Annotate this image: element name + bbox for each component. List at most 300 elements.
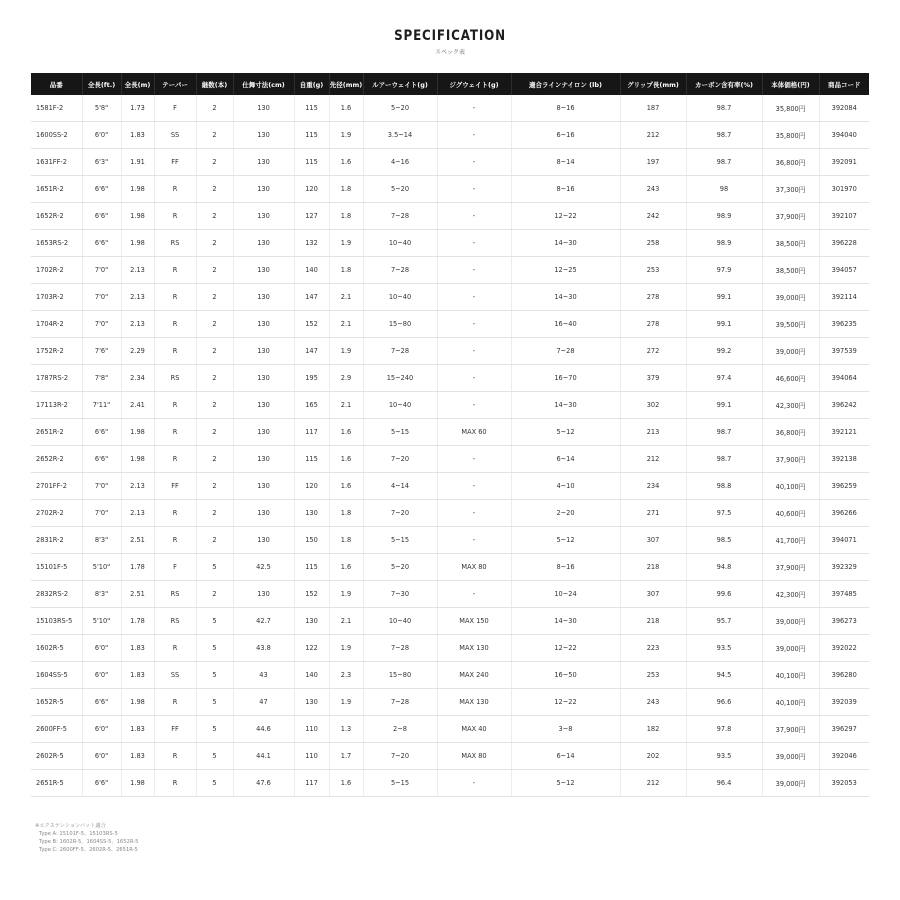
column-header: テーパー [154,73,196,95]
table-row [31,230,869,257]
table-cell: 2 [196,257,233,284]
column-header: カーボン含有率(%) [686,73,762,95]
table-cell: 130 [233,473,294,500]
table-cell: 97.5 [686,500,762,527]
table-cell: 8~16 [511,176,620,203]
table-cell: 7~28 [511,338,620,365]
table-cell: 5~15 [363,770,437,797]
table-cell: 6'0" [82,716,121,743]
page-title: SPECIFICATION [394,28,506,44]
table-cell: R [154,635,196,662]
table-cell: 213 [620,419,686,446]
table-cell: 6'6" [82,446,121,473]
table-cell: RS [154,230,196,257]
table-row [31,743,869,770]
table-cell: MAX 80 [437,554,511,581]
table-cell: 37,900円 [762,203,819,230]
table-cell: 2 [196,392,233,419]
table-cell: 2.1 [329,392,363,419]
table-cell: R [154,446,196,473]
table-cell: 93.5 [686,743,762,770]
column-header: ルアーウェイト(g) [363,73,437,95]
table-cell: 130 [233,446,294,473]
table-cell: 150 [294,527,329,554]
table-cell: 7~28 [363,257,437,284]
table-cell: 392084 [819,95,869,122]
table-cell: 2.3 [329,662,363,689]
table-cell: - [437,500,511,527]
table-cell: 392053 [819,770,869,797]
table-cell: R [154,338,196,365]
table-row [31,581,869,608]
table-cell: 272 [620,338,686,365]
table-cell: MAX 130 [437,635,511,662]
table-cell: 10~40 [363,230,437,257]
table-cell: 2.1 [329,311,363,338]
table-cell: - [437,365,511,392]
table-cell: MAX 80 [437,743,511,770]
table-cell: 7~20 [363,446,437,473]
table-cell: 10~24 [511,581,620,608]
table-row [31,338,869,365]
table-cell: 223 [620,635,686,662]
table-cell: 12~25 [511,257,620,284]
table-cell: 1.6 [329,770,363,797]
table-cell: 258 [620,230,686,257]
table-cell: 127 [294,203,329,230]
table-cell: 3~8 [511,716,620,743]
table-cell: 115 [294,446,329,473]
table-cell: 2652R-2 [31,446,82,473]
table-cell: 37,300円 [762,176,819,203]
table-cell: 197 [620,149,686,176]
table-cell: 2651R-5 [31,770,82,797]
table-cell: 4~16 [363,149,437,176]
table-cell: 4~14 [363,473,437,500]
table-cell: 253 [620,257,686,284]
table-header-row [31,73,869,95]
table-cell: 243 [620,176,686,203]
table-cell: F [154,95,196,122]
table-cell: 7~28 [363,203,437,230]
table-cell: 195 [294,365,329,392]
table-cell: 130 [233,419,294,446]
table-cell: - [437,338,511,365]
table-cell: 15~240 [363,365,437,392]
table-cell: 2 [196,527,233,554]
table-cell: 6'6" [82,230,121,257]
table-cell: 99.1 [686,284,762,311]
table-cell: 2702R-2 [31,500,82,527]
table-cell: 130 [233,176,294,203]
table-cell: 130 [233,365,294,392]
table-cell: - [437,473,511,500]
table-row [31,473,869,500]
table-cell: - [437,446,511,473]
table-cell: RS [154,365,196,392]
table-row [31,284,869,311]
table-cell: 42.5 [233,554,294,581]
table-cell: R [154,419,196,446]
table-cell: - [437,95,511,122]
table-cell: 1.98 [121,446,154,473]
table-cell: 5~12 [511,527,620,554]
table-cell: 1.78 [121,554,154,581]
table-cell: 44.1 [233,743,294,770]
footnote-line: Type B: 1602R-5、1604SS-5、1652R-5 [39,839,139,845]
table-cell: 12~22 [511,689,620,716]
table-cell: 218 [620,608,686,635]
table-cell: RS [154,581,196,608]
table-cell: 2.13 [121,311,154,338]
table-cell: 394057 [819,257,869,284]
table-cell: 2~8 [363,716,437,743]
table-cell: - [437,392,511,419]
table-cell: 5 [196,662,233,689]
table-cell: 7~28 [363,689,437,716]
table-cell: 12~22 [511,635,620,662]
table-cell: 1.9 [329,581,363,608]
table-cell: 394071 [819,527,869,554]
table-cell: 7'6" [82,338,121,365]
table-cell: 39,000円 [762,608,819,635]
table-cell: 94.5 [686,662,762,689]
table-row [31,257,869,284]
table-cell: 397539 [819,338,869,365]
table-cell: 130 [233,581,294,608]
column-header: 先径(mm) [329,73,363,95]
table-cell: 2.13 [121,500,154,527]
table-cell: 2.29 [121,338,154,365]
table-cell: 110 [294,743,329,770]
table-cell: 14~30 [511,230,620,257]
table-cell: SS [154,662,196,689]
table-cell: 1752R-2 [31,338,82,365]
table-cell: - [437,230,511,257]
table-row [31,365,869,392]
table-cell: 6'6" [82,176,121,203]
table-cell: 37,900円 [762,716,819,743]
table-cell: 5 [196,743,233,770]
table-cell: 1.6 [329,473,363,500]
table-cell: 396266 [819,500,869,527]
table-cell: 397485 [819,581,869,608]
table-cell: 42,300円 [762,392,819,419]
column-header: 適合ラインナイロン (lb) [511,73,620,95]
table-cell: 2.13 [121,284,154,311]
table-cell: 2.1 [329,608,363,635]
table-row [31,770,869,797]
table-cell: 2651R-2 [31,419,82,446]
table-cell: 212 [620,122,686,149]
table-cell: 147 [294,338,329,365]
table-cell: 93.5 [686,635,762,662]
table-cell: 7~28 [363,635,437,662]
table-cell: 7~20 [363,743,437,770]
table-cell: R [154,392,196,419]
table-cell: MAX 40 [437,716,511,743]
table-cell: 5 [196,608,233,635]
table-cell: 6'6" [82,419,121,446]
table-cell: 1.98 [121,176,154,203]
table-cell: 2600FF-5 [31,716,82,743]
table-cell: 15103RS-5 [31,608,82,635]
table-cell: 5~20 [363,176,437,203]
table-cell: 37,900円 [762,446,819,473]
column-header: 自重(g) [294,73,329,95]
table-cell: 1.83 [121,122,154,149]
table-cell: 5'8" [82,95,121,122]
table-cell: 1.6 [329,446,363,473]
table-cell: 5 [196,689,233,716]
table-cell: 234 [620,473,686,500]
table-cell: 1581F-2 [31,95,82,122]
table-cell: 6~14 [511,446,620,473]
table-cell: 94.8 [686,554,762,581]
table-cell: 1.78 [121,608,154,635]
table-cell: 392046 [819,743,869,770]
table-cell: 6'3" [82,149,121,176]
table-cell: 218 [620,554,686,581]
table-cell: - [437,527,511,554]
table-cell: 130 [233,284,294,311]
table-cell: 130 [233,311,294,338]
table-cell: 15~80 [363,311,437,338]
table-cell: 97.8 [686,716,762,743]
table-cell: 14~30 [511,392,620,419]
page-subtitle: スペック表 [434,49,465,56]
table-row [31,635,869,662]
table-row [31,689,869,716]
table-row [31,122,869,149]
table-cell: - [437,284,511,311]
table-cell: 40,600円 [762,500,819,527]
table-cell: R [154,527,196,554]
table-cell: 392091 [819,149,869,176]
table-cell: 7'11" [82,392,121,419]
table-cell: - [437,203,511,230]
table-cell: 1.6 [329,95,363,122]
table-cell: 40,100円 [762,662,819,689]
table-cell: 8'3" [82,527,121,554]
column-header: 仕舞寸法(cm) [233,73,294,95]
table-cell: - [437,770,511,797]
table-cell: 110 [294,716,329,743]
table-cell: 140 [294,257,329,284]
table-cell: R [154,203,196,230]
table-cell: 392121 [819,419,869,446]
table-cell: 187 [620,95,686,122]
table-cell: 130 [233,203,294,230]
table-cell: 6~14 [511,743,620,770]
table-cell: 16~50 [511,662,620,689]
table-cell: 42,300円 [762,581,819,608]
table-cell: 1.7 [329,743,363,770]
table-cell: 1703R-2 [31,284,82,311]
table-cell: 6~16 [511,122,620,149]
table-cell: 2 [196,338,233,365]
table-cell: 1.83 [121,716,154,743]
table-cell: R [154,284,196,311]
table-cell: 1652R-2 [31,203,82,230]
table-cell: 1.6 [329,419,363,446]
table-cell: 2 [196,149,233,176]
table-cell: 130 [233,257,294,284]
column-header: 継数(本) [196,73,233,95]
table-cell: 307 [620,527,686,554]
table-cell: 2.13 [121,473,154,500]
table-cell: 392022 [819,635,869,662]
table-cell: R [154,176,196,203]
table-cell: 1652R-5 [31,689,82,716]
table-cell: 98.7 [686,122,762,149]
table-cell: 1.8 [329,527,363,554]
table-cell: MAX 130 [437,689,511,716]
table-cell: 115 [294,149,329,176]
table-cell: 115 [294,122,329,149]
table-cell: 1604SS-5 [31,662,82,689]
table-cell: 130 [233,527,294,554]
table-cell: 392039 [819,689,869,716]
table-cell: 396280 [819,662,869,689]
table-cell: 99.2 [686,338,762,365]
table-cell: 2.51 [121,527,154,554]
table-cell: 98.8 [686,473,762,500]
table-cell: 396242 [819,392,869,419]
table-cell: MAX 60 [437,419,511,446]
table-cell: 242 [620,203,686,230]
table-cell: 1.98 [121,419,154,446]
table-row [31,527,869,554]
table-cell: 130 [233,122,294,149]
table-cell: 1600SS-2 [31,122,82,149]
table-cell: 120 [294,176,329,203]
table-cell: 41,700円 [762,527,819,554]
table-row [31,149,869,176]
table-cell: 202 [620,743,686,770]
table-cell: 16~40 [511,311,620,338]
table-cell: SS [154,122,196,149]
table-cell: 99.6 [686,581,762,608]
table-cell: MAX 150 [437,608,511,635]
table-cell: 5~12 [511,770,620,797]
column-header: ジグウェイト(g) [437,73,511,95]
table-cell: 1.9 [329,122,363,149]
table-cell: 47.6 [233,770,294,797]
table-cell: - [437,149,511,176]
table-cell: 122 [294,635,329,662]
table-cell: 1.6 [329,554,363,581]
table-cell: 1.73 [121,95,154,122]
table-cell: 5~20 [363,554,437,581]
table-cell: 7'0" [82,284,121,311]
table-cell: 6'0" [82,635,121,662]
footnote-line: Type A: 15101F-5、15103RS-5 [39,831,118,837]
footnote-heading: ※エクステンションバット適合 [35,823,106,829]
table-cell: 39,000円 [762,284,819,311]
table-cell: 394064 [819,365,869,392]
table-cell: - [437,122,511,149]
table-cell: 44.6 [233,716,294,743]
table-cell: 307 [620,581,686,608]
table-row [31,203,869,230]
table-cell: RS [154,608,196,635]
table-cell: 6'6" [82,689,121,716]
table-cell: 5 [196,635,233,662]
table-cell: 8~16 [511,95,620,122]
table-cell: 5'10" [82,608,121,635]
table-cell: 278 [620,284,686,311]
table-cell: 14~30 [511,284,620,311]
table-cell: 5~15 [363,419,437,446]
table-cell: 2 [196,500,233,527]
table-cell: F [154,554,196,581]
table-cell: 2.1 [329,284,363,311]
table-cell: R [154,311,196,338]
column-header: 商品コード [819,73,869,95]
table-cell: 5~15 [363,527,437,554]
spec-table [31,73,869,797]
column-header: 本体価格(円) [762,73,819,95]
table-cell: 39,000円 [762,770,819,797]
table-cell: 39,000円 [762,743,819,770]
table-cell: 1.8 [329,257,363,284]
table-cell: 243 [620,689,686,716]
table-cell: 98.7 [686,419,762,446]
table-cell: 147 [294,284,329,311]
table-cell: 8~16 [511,554,620,581]
table-cell: FF [154,716,196,743]
table-cell: 1.98 [121,203,154,230]
table-row [31,446,869,473]
table-cell: 396297 [819,716,869,743]
table-row [31,95,869,122]
table-cell: 4~10 [511,473,620,500]
table-cell: 1631FF-2 [31,149,82,176]
table-cell: 2 [196,311,233,338]
table-cell: 130 [294,500,329,527]
table-cell: 47 [233,689,294,716]
table-cell: 7'8" [82,365,121,392]
table-cell: 1.9 [329,689,363,716]
table-cell: - [437,311,511,338]
table-cell: 98.9 [686,230,762,257]
table-row [31,311,869,338]
table-cell: 117 [294,419,329,446]
table-cell: 130 [233,500,294,527]
table-cell: 98.5 [686,527,762,554]
table-cell: 98.7 [686,446,762,473]
table-cell: 35,800円 [762,122,819,149]
table-cell: 152 [294,311,329,338]
table-cell: 379 [620,365,686,392]
table-cell: R [154,770,196,797]
table-cell: R [154,689,196,716]
table-cell: 99.1 [686,392,762,419]
table-cell: 2~20 [511,500,620,527]
table-cell: 2 [196,176,233,203]
table-cell: 2832RS-2 [31,581,82,608]
table-cell: 130 [294,689,329,716]
table-cell: 38,500円 [762,257,819,284]
table-row [31,500,869,527]
table-cell: 392114 [819,284,869,311]
table-cell: 212 [620,446,686,473]
table-row [31,419,869,446]
table-cell: 15~80 [363,662,437,689]
table-cell: 7~20 [363,500,437,527]
table-cell: 6'0" [82,662,121,689]
